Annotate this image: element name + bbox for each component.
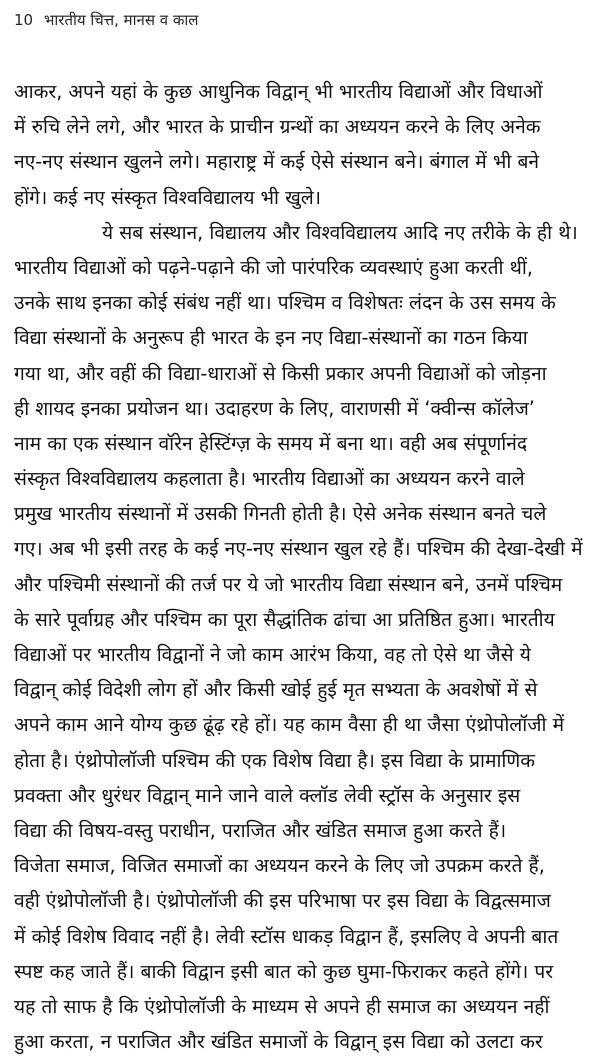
text-line: प्रवक्ता और धुरंधर विद्वान् माने जाने वाले क्लॉड लेवी स्ट्रॉस के अनुसार इस bbox=[14, 783, 521, 807]
text-line: ही शायद इनका प्रयोजन था। उदाहरण के लिए, वाराणसी में ‘क्वीन्स कॉलेज’ bbox=[14, 396, 535, 420]
text-line: आकर, अपने यहां के कुछ आधुनिक विद्वान् भी भारतीय विद्याओं और विधाओं bbox=[14, 80, 543, 103]
text-line: होंगे। कई नए संस्कृत विश्वविद्यालय भी खुले। bbox=[14, 185, 322, 209]
running-header bbox=[14, 10, 198, 30]
text-line: उनके साथ इनका कोई संबंध नहीं था। पश्चिम व विशेषतः लंदन के उस समय के bbox=[14, 291, 556, 315]
book-title: भारतीय चित्त, मानस व काल bbox=[43, 11, 199, 29]
text-line: विद्वान् कोई विदेशी लोग हों और किसी खोई हुई मृत सभ्यता के अवशेषों में से bbox=[14, 678, 538, 702]
paragraph bbox=[14, 215, 588, 1059]
text-line: प्रमुख भारतीय संस्थानों में उसकी गिनती होती है। ऐसे अनेक संस्थान बनते चले bbox=[14, 502, 547, 526]
text-line: में कोई विशेष विवाद नहीं है। लेवी स्टॉस धाकड़ विद्वान हैं, इसलिए वे अपनी बात bbox=[14, 924, 559, 948]
text-line: विद्या की विषय-वस्तु पराधीन, पराजित और खंडित समाज हुआ करते हैं। bbox=[14, 818, 507, 842]
text-line: नाम का एक संस्थान वॉरेन हेस्टिंग्ज़ के समय में बना था। वही अब संपूर्णानंद bbox=[14, 431, 528, 455]
text-line: विद्याओं पर भारतीय विद्वानों ने जो काम आरंभ किया, वह तो ऐसे था जैसे ये bbox=[14, 643, 531, 666]
text-line: भारतीय विद्याओं को पढ़ने-पढ़ाने की जो पारंपरिक व्यवस्थाएं हुआ करती थीं, bbox=[14, 255, 533, 279]
text-line: अपने काम आने योग्य कुछ ढूंढ़ रहे हों। यह काम वैसा ही था जैसा एंथ्रोपोलॉजी में bbox=[14, 713, 565, 737]
text-line: वही एंथ्रोपोलॉजी है। एंथ्रोपोलॉजी की इस परिभाषा पर इस विद्या के विद्वत्समाज bbox=[14, 889, 551, 913]
text-line: विद्या संस्थानों के अनुरूप ही भारत के इन नए विद्या-संस्थानों का गठन किया bbox=[14, 326, 528, 350]
text-line: गए। अब भी इसी तरह के कई नए-नए संस्थान खुल रहे हैं। पश्चिम की देखा-देखी में bbox=[14, 537, 583, 561]
text-line: ये सब संस्थान, विद्यालय और विश्वविद्यालय आदि नए तरीके के ही थे। bbox=[102, 220, 578, 244]
text-line: नए-नए संस्थान खुलने लगे। महाराष्ट्र में कई ऐसे संस्थान बने। बंगाल में भी बने bbox=[14, 150, 540, 174]
text-line: के सारे पूर्वाग्रह और पश्चिम का पूरा सैद्धांतिक ढांचा आ प्रतिष्ठित हुआ। भारतीय bbox=[14, 607, 555, 631]
paragraph bbox=[14, 74, 588, 215]
text-line: स्पष्ट कह जाते हैं। बाकी विद्वान इसी बात को कुछ घुमा-फिराकर कहते होंगे। पर bbox=[14, 959, 554, 983]
text-line: विजेता समाज, विजित समाजों का अध्ययन करने के लिए जो उपक्रम करते हैं, bbox=[14, 854, 545, 878]
text-line: होता है। एंथ्रोपोलॉजी पश्चिम की एक विशेष विद्या है। इस विद्या के प्रामाणिक bbox=[14, 748, 536, 772]
text-line: और पश्चिमी संस्थानों की तर्ज पर ये जो भारतीय विद्या संस्थान बने, उनमें पश्चिम bbox=[14, 572, 563, 596]
text-line: संस्कृत विश्वविद्यालय कहलाता है। भारतीय विद्याओं का अध्ययन करने वाले bbox=[14, 467, 525, 491]
text-line: गया था, और वहीं की विद्या-धाराओं से किसी प्रकार अपनी विद्याओं को जोड़ना bbox=[14, 361, 547, 385]
text-line: हुआ करता, न पराजित और खंडित समाजों के विद्वान् इस विद्या को उलटा कर bbox=[14, 1030, 543, 1054]
text-line: में रुचि लेने लगे, और भारत के प्राचीन ग्रन्थों का अध्ययन करने के लिए अनेक bbox=[14, 115, 541, 139]
page-number: 10 bbox=[14, 11, 34, 29]
text-line: यह तो साफ है कि एंथ्रोपोलॉजी के माध्यम से अपने ही समाज का अध्ययन नहीं bbox=[14, 994, 550, 1018]
body-text bbox=[14, 74, 588, 1059]
